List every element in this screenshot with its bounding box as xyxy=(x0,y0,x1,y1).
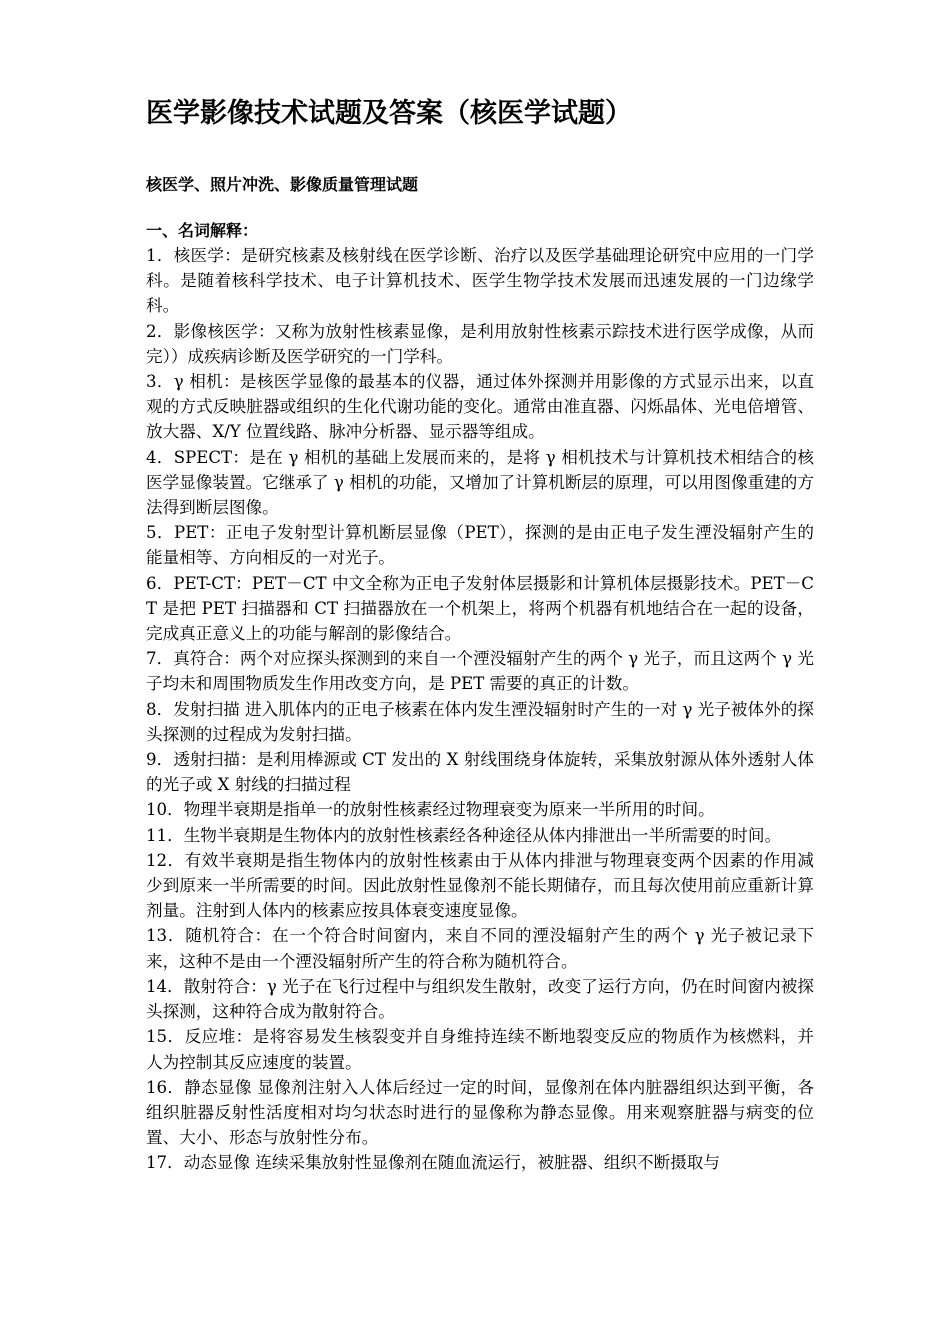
definition-6: 6．PET-CT：PET－CT 中文全称为正电子发射体层摄影和计算机体层摄影技术。PET－CT 是把 PET 扫描器和 CT 扫描器放在一个机架上，将两个机器有机地结合在一起的设备，完成真正意义上的功能与解剖的影像结合。 xyxy=(146,573,814,644)
section-heading: 一、名词解释： xyxy=(146,221,259,240)
definition-4: 4．SPECT：是在 γ 相机的基础上发展而来的，是将 γ 相机技术与计算机技术相结合的核医学显像装置。它继承了 γ 相机的功能，又增加了计算机断层的原理，可以用图像重建的方法得到断层图像。 xyxy=(146,447,814,518)
term-definitions-list xyxy=(146,243,814,1176)
definition-17: 17．动态显像 连续采集放射性显像剂在随血流运行，被脏器、组织不断摄取与 xyxy=(146,1153,720,1173)
definition-3: 3．γ 相机：是核医学显像的最基本的仪器，通过体外探测并用影像的方式显示出来，以直观的方式反映脏器或组织的生化代谢功能的变化。通常由准直器、闪烁晶体、光电倍增管、放大器、X/Y 位置线路、脉冲分析器、显示器等组成。 xyxy=(146,372,814,442)
definition-16: 16．静态显像 显像剂注射入人体后经过一定的时间，显像剂在体内脏器组织达到平衡，各组织脏器反射性活度相对均匀状态时进行的显像称为静态显像。用来观察脏器与病变的位置、大小、形态与放射性分布。 xyxy=(146,1077,814,1148)
document-subtitle: 核医学、照片冲洗、影像质量管理试题 xyxy=(146,175,419,194)
definition-13: 13．随机符合：在一个符合时间窗内，来自不同的湮没辐射产生的两个 γ 光子被记录下来，这种不是由一个湮没辐射所产生的符合称为随机符合。 xyxy=(146,926,814,971)
definition-12: 12．有效半衰期是指生物体内的放射性核素由于从体内排泄与物理衰变两个因素的作用减少到原来一半所需要的时间。因此放射性显像剂不能长期储存，而且每次使用前应重新计算剂量。注射到人体内的核素应按具体衰变速度显像。 xyxy=(146,850,814,921)
definition-15: 15．反应堆：是将容易发生核裂变并自身维持连续不断地裂变反应的物质作为核燃料，并人为控制其反应速度的装置。 xyxy=(146,1027,814,1072)
definition-5: 5．PET：正电子发射型计算机断层显像（PET），探测的是由正电子发生湮没辐射产生的能量相等、方向相反的一对光子。 xyxy=(146,523,814,568)
definition-7: 7．真符合：两个对应探头探测到的来自一个湮没辐射产生的两个 γ 光子，而且这两个 γ 光子均未和周围物质发生作用改变方向，是 PET 需要的真正的计数。 xyxy=(146,649,814,694)
definition-14: 14．散射符合：γ 光子在飞行过程中与组织发生散射，改变了运行方向，仍在时间窗内被探头探测，这种符合成为散射符合。 xyxy=(146,976,814,1022)
definition-9: 9．透射扫描：是利用棒源或 CT 发出的 X 射线围绕身体旋转，采集放射源从体外透射人体的光子或 X 射线的扫描过程 xyxy=(146,750,814,795)
definition-11: 11．生物半衰期是生物体内的放射性核素经各种途径从体内排泄出一半所需要的时间。 xyxy=(146,825,782,845)
definition-2: 2．影像核医学：又称为放射性核素显像，是利用放射性核素示踪技术进行医学成像，从而完））成疾病诊断及医学研究的一门学科。 xyxy=(146,321,814,366)
definition-10: 10．物理半衰期是指单一的放射性核素经过物理衰变为原来一半所用的时间。 xyxy=(146,800,715,820)
definition-8: 8．发射扫描 进入肌体内的正电子核素在体内发生湮没辐射时产生的一对 γ 光子被体外的探头探测的过程成为发射扫描。 xyxy=(146,699,814,744)
document-title: 医学影像技术试题及答案（核医学试题） xyxy=(146,98,632,129)
definition-1: 1．核医学：是研究核素及核射线在医学诊断、治疗以及医学基础理论研究中应用的一门学科。是随着核科学技术、电子计算机技术、医学生物学技术发展而迅速发展的一门边缘学科。 xyxy=(146,246,814,316)
